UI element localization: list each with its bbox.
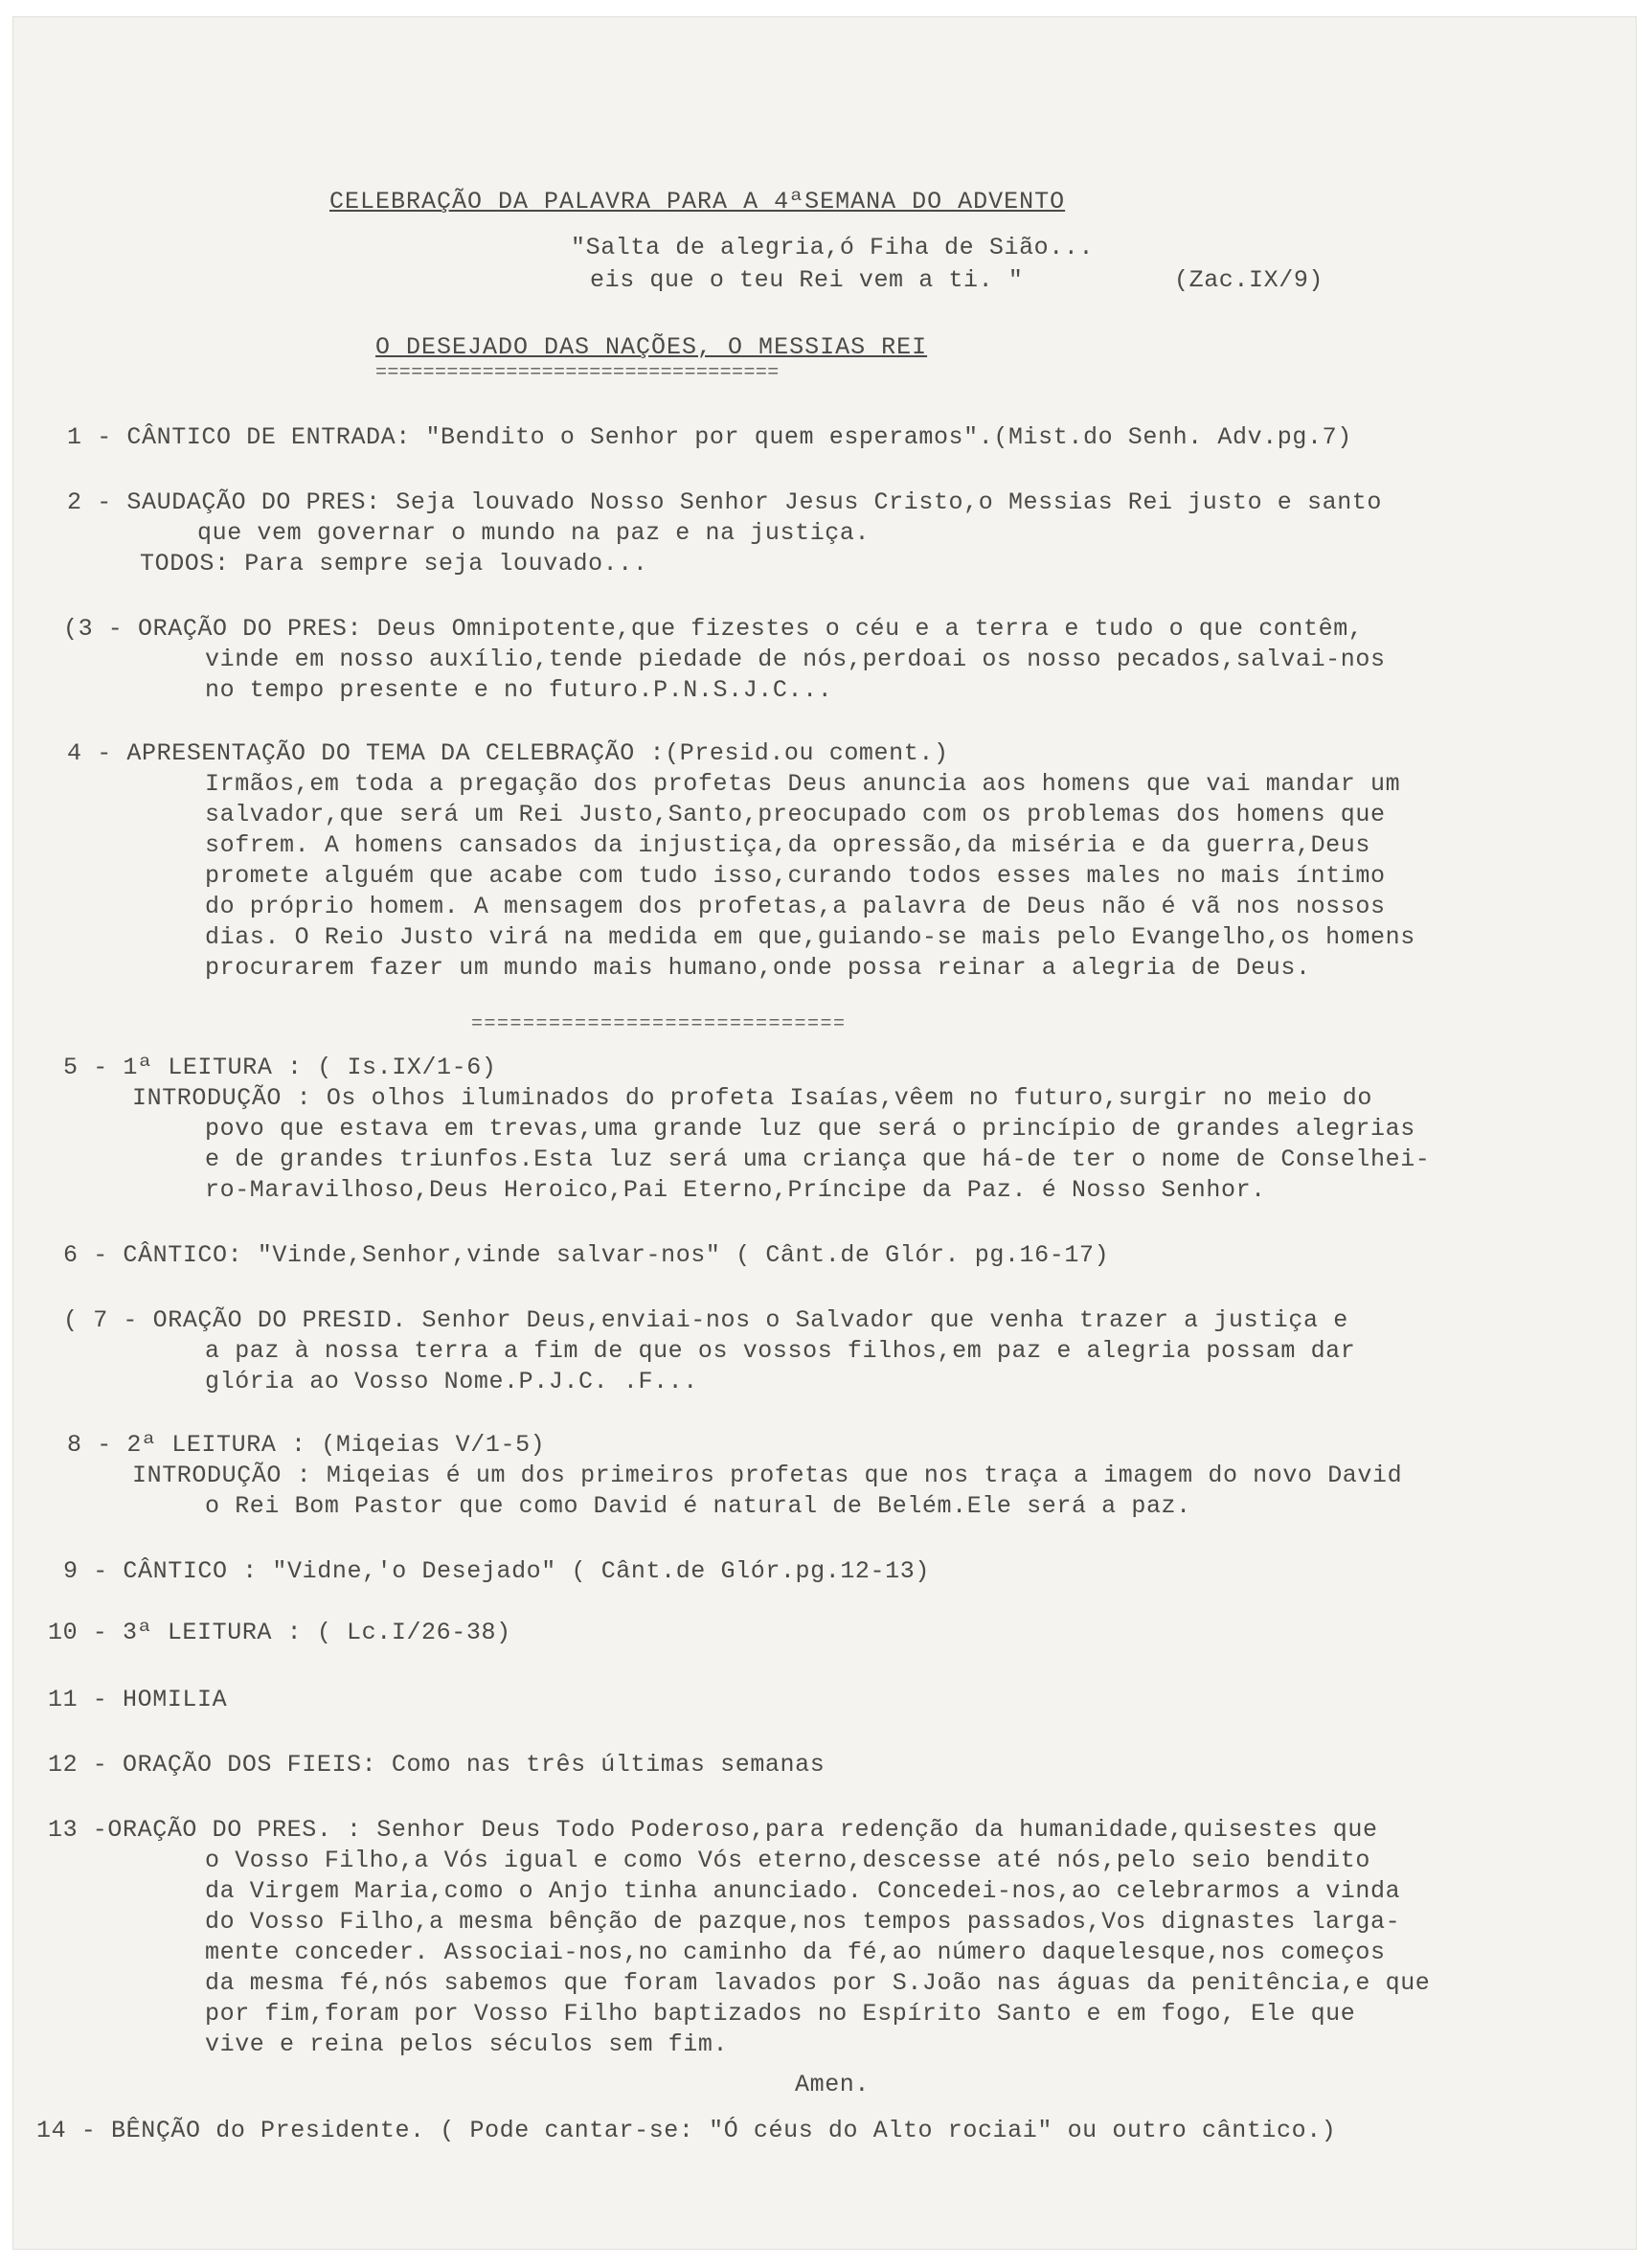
item-2-greeting: 2 - SAUDAÇÃO DO PRES: Seja louvado Nosso Senhor Jesus Cristo,o Messias Rei justo e santo	[67, 488, 1383, 516]
item-1-entrance-chant: 1 - CÂNTICO DE ENTRADA: "Bendito o Senhor por quem esperamos".(Mist.do Senh. Adv.pg.7)	[67, 423, 1352, 451]
item-4-text-6: dias. O Reio Justo virá na medida em que,guiando-se mais pelo Evangelho,os homens	[205, 923, 1415, 951]
item-9-chant: 9 - CÂNTICO : "Vidne,'o Desejado" ( Cânt.de Glór.pg.12-13)	[63, 1557, 930, 1585]
item-13-prayer: 13 -ORAÇÃO DO PRES. : Senhor Deus Todo Poderoso,para redenção da humanidade,quisestes que	[48, 1816, 1378, 1844]
item-7-prayer-cont-2: glória ao Vosso Nome.P.J.C. .F...	[205, 1368, 698, 1395]
item-4-text-2: salvador,que será um Rei Justo,Santo,preocupado com os problemas dos homens que	[205, 801, 1386, 828]
item-4-text-7: procurarem fazer um mundo mais humano,onde possa reinar a alegria de Deus.	[205, 954, 1311, 982]
item-6-chant: 6 - CÂNTICO: "Vinde,Senhor,vinde salvar-nos" ( Cânt.de Glór. pg.16-17)	[63, 1241, 1110, 1269]
item-13-prayer-cont-6: por fim,foram por Vosso Filho baptizados no Espírito Santo e em fogo, Ele que	[205, 2000, 1356, 2028]
item-13-prayer-cont-2: da Virgem Maria,como o Anjo tinha anunciado. Concedei-nos,ao celebrarmos a vinda	[205, 1877, 1401, 1905]
item-8-intro-2: o Rei Bom Pastor que como David é natural de Belém.Ele será a paz.	[205, 1492, 1191, 1520]
item-4-text-1: Irmãos,em toda a pregação dos profetas Deus anuncia aos homens que vai mandar um	[205, 770, 1401, 798]
typewritten-page	[13, 17, 1636, 2249]
item-12-prayer-of-faithful: 12 - ORAÇÃO DOS FIEIS: Como nas três últimas semanas	[48, 1751, 826, 1779]
section-separator: =============================	[471, 1013, 847, 1035]
subtitle-rule: ==================================	[375, 362, 780, 384]
item-5-intro-3: e de grandes triunfos.Esta luz será uma criança que há-de ter o nome de Conselhei-	[205, 1145, 1431, 1173]
item-4-text-3: sofrem. A homens cansados da injustiça,da opressão,da miséria e da guerra,Deus	[205, 831, 1370, 859]
item-11-homily: 11 - HOMILIA	[48, 1686, 228, 1713]
item-13-amen: Amen.	[795, 2071, 871, 2098]
item-4-presentation: 4 - APRESENTAÇÃO DO TEMA DA CELEBRAÇÃO :(Presid.ou coment.)	[67, 739, 949, 767]
item-3-prayer: (3 - ORAÇÃO DO PRES: Deus Omnipotente,que fizestes o céu e a terra e tudo o que contêm,	[63, 615, 1364, 643]
item-13-prayer-cont-7: vive e reina pelos séculos sem fim.	[205, 2030, 729, 2058]
epigraph-reference: (Zac.IX/9)	[1174, 266, 1324, 294]
item-14-blessing: 14 - BÊNÇÃO do Presidente. ( Pode cantar-se: "Ó céus do Alto rociai" ou outro cântico.)	[36, 2117, 1337, 2144]
epigraph-line-2: eis que o teu Rei vem a ti. "	[590, 266, 1024, 294]
item-8-intro-1: INTRODUÇÃO : Miqeias é um dos primeiros profetas que nos traça a imagem do novo David	[132, 1462, 1403, 1489]
item-13-prayer-cont-4: mente conceder. Associai-nos,no caminho da fé,ao número daquelesque,nos começos	[205, 1938, 1386, 1966]
item-4-text-4: promete alguém que acabe com tudo isso,curando todos esses males no mais íntimo	[205, 862, 1386, 890]
item-5-intro-1: INTRODUÇÃO : Os olhos iluminados do profeta Isaías,vêem no futuro,surgir no meio do	[132, 1084, 1373, 1112]
item-3-prayer-cont-1: vinde em nosso auxílio,tende piedade de nós,perdoai os nosso pecados,salvai-nos	[205, 646, 1386, 673]
page-subtitle: O DESEJADO DAS NAÇÕES, O MESSIAS REI	[375, 333, 928, 361]
item-10-third-reading: 10 - 3ª LEITURA : ( Lc.I/26-38)	[48, 1619, 511, 1646]
item-13-prayer-cont-3: do Vosso Filho,a mesma bênção de pazque,nos tempos passados,Vos dignastes larga-	[205, 1908, 1401, 1936]
item-4-text-5: do próprio homem. A mensagem dos profetas,a palavra de Deus não é vã nos nossos	[205, 893, 1386, 920]
item-5-intro-4: ro-Maravilhoso,Deus Heroico,Pai Eterno,Príncipe da Paz. é Nosso Senhor.	[205, 1176, 1266, 1204]
item-7-prayer-cont-1: a paz à nossa terra a fim de que os vossos filhos,em paz e alegria possam dar	[205, 1337, 1356, 1365]
item-3-prayer-cont-2: no tempo presente e no futuro.P.N.S.J.C...	[205, 676, 833, 704]
item-7-prayer: ( 7 - ORAÇÃO DO PRESID. Senhor Deus,enviai-nos o Salvador que venha trazer a justiça e	[63, 1306, 1348, 1334]
item-5-first-reading: 5 - 1ª LEITURA : ( Is.IX/1-6)	[63, 1054, 497, 1081]
item-2-response: TODOS: Para sempre seja louvado...	[140, 550, 648, 578]
item-5-intro-2: povo que estava em trevas,uma grande luz que será o princípio de grandes alegrias	[205, 1115, 1415, 1143]
item-8-second-reading: 8 - 2ª LEITURA : (Miqeias V/1-5)	[67, 1431, 546, 1459]
item-13-prayer-cont-5: da mesma fé,nós sabemos que foram lavados por S.João nas águas da penitência,e que	[205, 1969, 1431, 1997]
page-title: CELEBRAÇÃO DA PALAVRA PARA A 4ªSEMANA DO ADVENTO	[329, 188, 1066, 215]
epigraph-line-1: "Salta de alegria,ó Fiha de Sião...	[571, 234, 1095, 261]
item-2-greeting-cont: que vem governar o mundo na paz e na justiça.	[197, 519, 871, 547]
item-13-prayer-cont-1: o Vosso Filho,a Vós igual e como Vós eterno,descesse até nós,pelo seio bendito	[205, 1847, 1370, 1874]
